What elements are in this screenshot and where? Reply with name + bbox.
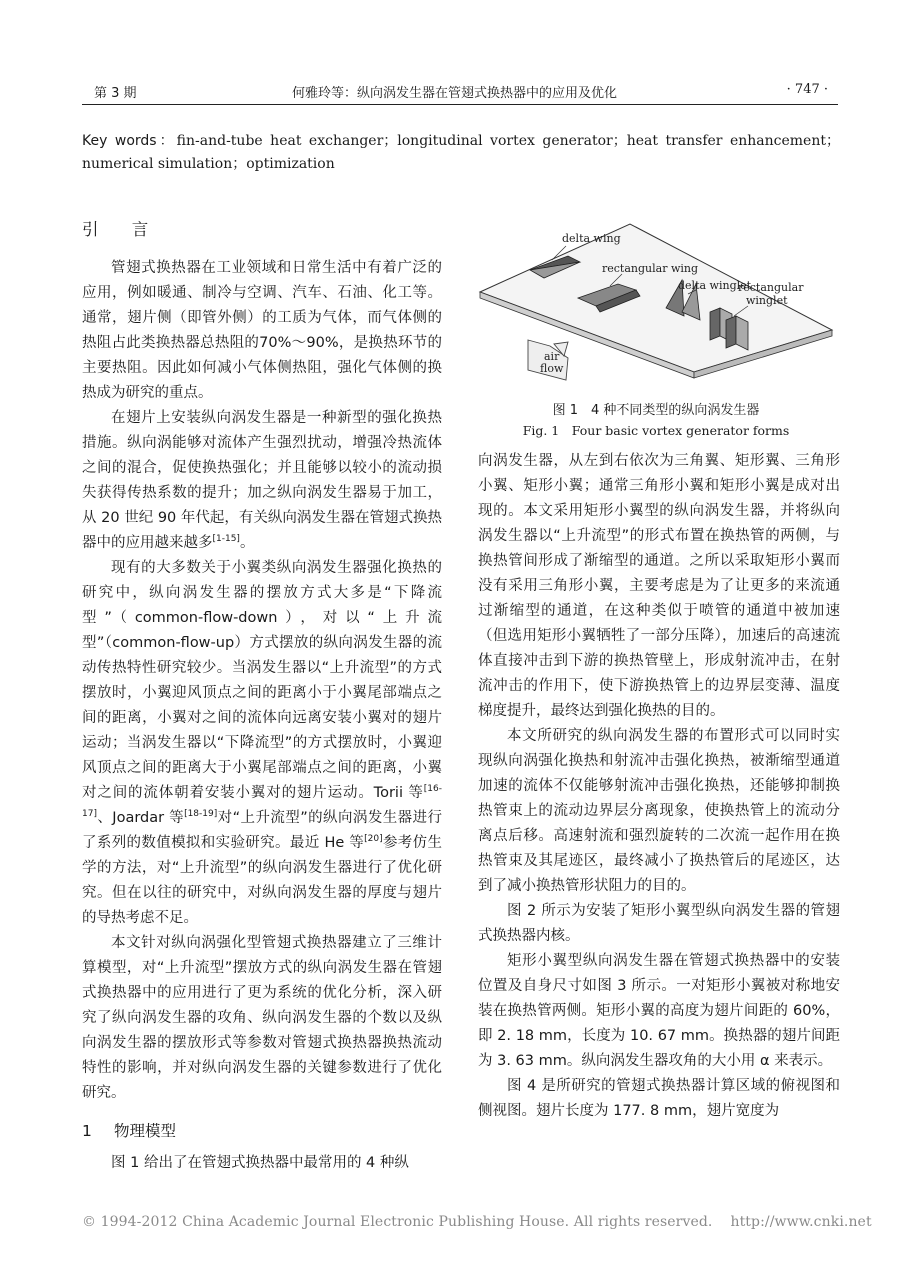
label-flow: flow <box>540 362 564 375</box>
label-rectangular-wing: rectangular wing <box>602 262 699 275</box>
paragraph: 管翅式换热器在工业领域和日常生活中有着广泛的应用，例如暖通、制冷与空调、汽车、石油、化工等。通常，翅片侧（即管外侧）的工质为气体，而气体侧的热阻占此类换热器总热阻的70%～90%，是换热环节的主要热阻。因此如何减小气体侧热阻，强化气体侧的换热成为研究的重点。 <box>82 260 442 401</box>
citation[interactable]: [1-15] <box>212 534 240 545</box>
intro-heading: 引 言 <box>82 220 163 239</box>
citation[interactable]: [16-17] <box>82 784 442 820</box>
label-air: air <box>544 350 560 363</box>
keywords-text: fin-and-tube heat exchanger；longitudinal vortex generator；heat transfer enhancement；numerical simulation；optimization <box>82 133 840 172</box>
paragraph-text: 对“上升流型”的纵向涡发生器进行了系列的数值模拟和实验研究。最近 He 等 <box>82 810 442 851</box>
figure-1 <box>470 212 842 437</box>
paragraph-text: 。 <box>239 535 255 551</box>
paragraph: 矩形小翼型纵向涡发生器在管翅式换热器中的安装位置及自身尺寸如图 3 所示。一对矩形小翼被对称地安装在换热管两侧。矩形小翼的高度为翅片间距的 60%，即 2. 18 mm，长度为 10. 67 mm。换热器的翅片间距为 3. 63 mm。纵向涡发生器攻角的大小用 α 来表示。 <box>478 953 840 1069</box>
citation[interactable]: [18-19] <box>184 809 218 820</box>
paragraph-text: 、Joardar 等 <box>96 810 185 826</box>
paragraph: 本文针对纵向涡强化型管翅式换热器建立了三维计算模型，对“上升流型”摆放方式的纵向涡发生器在管翅式换热器中的应用进行了更为系统的优化分析，深入研究了纵向涡发生器的攻角、纵向涡发生器的个数以及纵向涡发生器的摆放形式等参数对管翅式换热器换热流动特性的影响，并对纵向涡发生器的关键参数进行了优化研究。 <box>82 935 442 1101</box>
label-rectangular-winglet-2: winglet <box>746 294 788 307</box>
paragraph-text: 在翅片上安装纵向涡发生器是一种新型的强化换热措施。纵向涡能够对流体产生强烈扰动，增强冷热流体之间的混合，促使换热强化；并且能够以较小的流动损失获得传热系数的提升；加之纵向涡发生器易于加工，从 20 世纪 90 年代起，有关纵向涡发生器在管翅式换热器中的应用越来越多 <box>82 410 442 551</box>
section-title: 物理模型 <box>114 1122 177 1140</box>
right-column <box>478 449 840 1124</box>
label-rectangular-winglet-1: rectangular <box>738 281 804 294</box>
paragraph: 本文所研究的纵向涡发生器的布置形式可以同时实现纵向涡强化换热和射流冲击强化换热，被渐缩型通道加速的流体不仅能够射流冲击强化换热，还能够抑制换热管束上的流动边界层分离现象，使换热管上的流动分离点后移。高速射流和强烈旋转的二次流一起作用在换热管束及其尾迹区，最终减小了换热管后的尾迹区，达到了减小换热管形状阻力的目的。 <box>478 728 840 894</box>
label-delta-winglet: delta winglet <box>678 279 752 292</box>
copyright-notice: © 1994-2012 China Academic Journal Electronic Publishing House. All rights reserved. <box>82 1214 713 1230</box>
paragraph <box>82 556 442 931</box>
keywords <box>82 130 840 176</box>
paragraph: 向涡发生器，从左到右依次为三角翼、矩形翼、三角形小翼、矩形小翼；通常三角形小翼和矩形小翼是成对出现的。本文采用矩形小翼型的纵向涡发生器，并将纵向涡发生器以“上升流型”的形式布置在换热管的两侧，与换热管间形成了渐缩型的通道。之所以采取矩形小翼而没有采用三角形小翼，主要考虑是为了让更多的来流通过渐缩型的通道，在这种类似于喷管的通道中被加速（但选用矩形小翼牺牲了一部分压降），加速后的高速流体直接冲击到下游的换热管壁上，形成射流冲击，在射流冲击的作用下，使下游换热管上的边界层变薄、温度梯度提升，最终达到强化换热的目的。 <box>478 453 840 719</box>
footer-link[interactable]: http://www.cnki.net <box>730 1214 872 1230</box>
paragraph-text: 参考仿生学的方法，对“上升流型”的纵向涡发生器进行了优化研究。但在以往的研究中，对纵向涡发生器的厚度与翅片的导热考虑不足。 <box>82 835 442 926</box>
section-number: 1 <box>82 1122 92 1140</box>
footer <box>82 1214 872 1230</box>
label-delta-wing: delta wing <box>562 232 621 245</box>
keywords-label: Key words： <box>82 133 177 149</box>
paragraph <box>82 406 442 556</box>
citation[interactable]: [20] <box>364 834 383 845</box>
paragraph: 图 1 给出了在管翅式换热器中最常用的 4 种纵 <box>111 1155 409 1171</box>
vortex-generator-diagram <box>470 212 842 397</box>
issue-number: 第 3 期 <box>94 86 137 101</box>
rectangular-winglet-right-face <box>736 316 748 350</box>
left-column <box>82 217 442 1176</box>
rectangular-winglet-right <box>726 316 736 348</box>
paragraph: 图 4 是所研究的管翅式换热器计算区域的俯视图和侧视图。翅片长度为 177. 8 mm，翅片宽度为 <box>478 1078 840 1119</box>
page-number: · 747 · <box>786 82 828 97</box>
figure-caption-cn: 图 1 4 种不同类型的纵向涡发生器 <box>552 403 760 418</box>
section-1-heading <box>82 1118 442 1144</box>
figure-caption-en: Fig. 1 Four basic vortex generator forms <box>522 423 790 438</box>
paragraph: 图 2 所示为安装了矩形小翼型纵向涡发生器的管翅式换热器内核。 <box>478 903 840 944</box>
paragraph-text: 现有的大多数关于小翼类纵向涡发生器强化换热的研究中，纵向涡发生器的摆放方式大多是“下降流型”（common-flow-down），对以“上升流型”（common-flow-up）方式摆放的纵向涡发生器的流动传热特性研究较少。当涡发生器以“上升流型”的方式摆放时，小翼迎风顶点之间的距离小于小翼尾部端点之间的距离，小翼对之间的流体向远离安装小翼对的翅片运动；当涡发生器以“下降流型”的方式摆放时，小翼迎风顶点之间的距离大于小翼尾部端点之间的距离，小翼对之间的流体朝着安装小翼对的翅片运动。Torii 等 <box>82 560 442 801</box>
rectangular-winglet-left <box>710 308 720 340</box>
running-title: 何雅玲等：纵向涡发生器在管翅式换热器中的应用及优化 <box>292 86 618 101</box>
running-header <box>82 80 838 105</box>
